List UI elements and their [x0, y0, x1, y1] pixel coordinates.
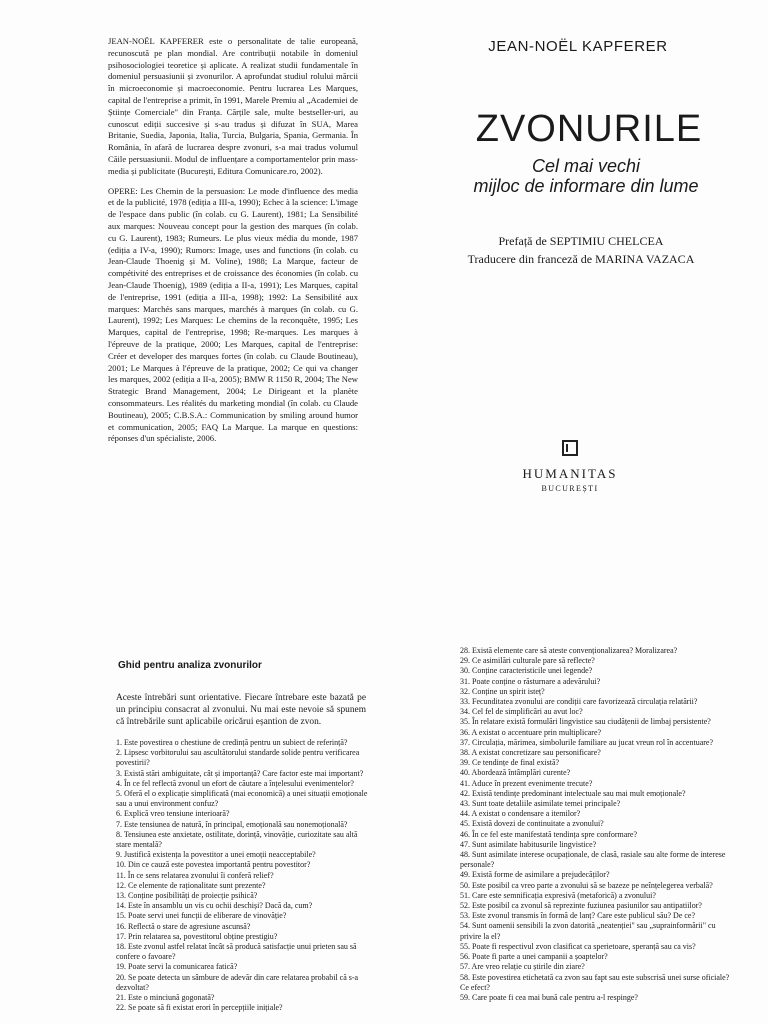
list-item: 5. Oferă el o explicație simplificată (mai economică) a unei situații emoționale sau a unui environment confuz? [116, 789, 368, 809]
subtitle-line-2: mijloc de informare din lume [473, 176, 699, 196]
list-item: 17. Prin relatarea sa, povestitorul obține prestigiu? [116, 931, 278, 941]
list-item: 57. Are vreo relație cu știrile din ziare? [460, 962, 585, 972]
list-item: 40. Abordează întâmplări curente? [460, 768, 571, 778]
preface-credit: Prefață de SEPTIMIU CHELCEA [498, 234, 664, 248]
list-item: 6. Explică vreo tensiune interioară? [116, 809, 230, 819]
author-name: JEAN-NOËL KAPFERER [488, 38, 668, 55]
list-item: 9. Justifică existența la povestitor a unei emoții neacceptabile? [116, 850, 316, 860]
guide-intro: Aceste întrebări sunt orientative. Fiecare întrebare este bazată pe un principiu consacrat al zvonului. Nu mai este nevoie să spunem că întrebările sunt aplicabile oricărui eșantion de zvon. [116, 693, 366, 727]
book-title: ZVONURILE [475, 108, 703, 150]
list-item: 2. Lipsesc vorbitorului sau ascultătorului standarde solide pentru verificarea povestirii? [116, 748, 360, 768]
book-credits [456, 232, 706, 268]
list-item: 22. Se poate să fi existat erori în percepțiile inițiale? [116, 1003, 283, 1013]
list-item: 29. Ce asimilări culturale pare să reflecte? [460, 656, 595, 666]
book-subtitle [456, 156, 716, 196]
list-item: 46. În ce fel este manifestată tendința spre conformare? [460, 829, 638, 839]
list-item: 51. Care este semnificația expresivă (metaforică) a zvonului? [460, 890, 656, 900]
list-item: 42. Există tendințe predominant intelectuale sau mai mult emoționale? [460, 788, 686, 798]
list-item: 56. Poate fi parte a unei campanii a șoaptelor? [460, 952, 608, 962]
list-item: 13. Conține posibilități de proiecție psihică? [116, 891, 258, 901]
list-item: 44. A existat o condensare a itemilor? [460, 809, 581, 819]
list-item: 8. Tensiunea este anxietate, ostilitate, dorință, vinovăție, curiozitate sau altă stare mentală? [116, 829, 358, 850]
list-item: 4. În ce fel reflectă zvonul un efort de căutare a înțelesului evenimentelor? [116, 778, 354, 788]
list-item: 36. A existat o accentuare prin multiplicare? [460, 727, 602, 737]
list-item: 50. Este posibil ca vreo parte a zvonului să se bazeze pe neînțelegerea verbală? [460, 880, 713, 890]
list-item: 21. Este o minciună gogonată? [116, 993, 215, 1003]
list-item: 47. Sunt asimilate habitusurile lingvistice? [460, 839, 597, 849]
guide-spread [0, 640, 768, 1024]
list-item: 32. Conține un spirit isteț? [460, 686, 545, 696]
translation-credit: Traducere din franceză de MARINA VAZACA [467, 252, 695, 266]
guide-title: Ghid pentru analiza zvonurilor [118, 660, 262, 671]
list-item: 54. Sunt oamenii sensibili la zvon datorită „neatenției" sau „suprainformării" cu privire la el? [460, 921, 716, 941]
list-item: 10. Din ce cauză este povestea importantă pentru povestitor? [116, 860, 311, 870]
list-item: 16. Reflectă o stare de agresiune ascunsă? [116, 921, 251, 931]
list-item: 48. Sunt asimilate interese ocupaționale, de clasă, rasiale sau alte forme de interese personale? [460, 850, 726, 870]
author-works-paragraph: OPERE: Les Chemin de la persuasion: Le mode d'influence des media et de la publicité, 1978 (ediția a III-a, 1990); Echec à la science: L'image de l'espace dans public (în colab. cu G. Laurent), 1981; La Sensibilité aux marques: Nouveau concept pour la gestion des marques (în colab. cu G. Laurent), 1983; Rumeurs. Le plus vieux média du monde, 1987 (ediția a IV-a, 1990); Rumors: Image, uses and functions (în colab. cu Jean-Claude Thoenig și M. Voline), 1988; La Marque, facteur de compétivité des entreprises et de croissance des économies (în colab. cu Jean-Claude Thoenig), 1989 (ediția a II-a, 1991); Les Marques, capital de l'entreprise, 1991 (ediția a III-a, 1998); 1992: La Sensibilité aux marques: Marchés sans marques, marchés à marques (în colab. cu G. Laurent), 1992; Les Marques: Le chemins de la reconquête, 1995; Les Marques, capital de l'entreprise, 1998; Re-marques. Les marques à l'épreuve de la pratique, 2000; Les Marques, capital de l'entreprise: Créer et developer des marques fortes (în colab. cu Claude Boutineau), 2001; Le Marques à l'épreuve de la pratique, 2002; Ce qui va changer les marques, 2002 (ediția a II-a, 2005); BMW R 1150 R, 2004; The New Strategic Brand Management, 2004; Le Dirigeant et la planète consommateurs. Les réalités du marketing mondial (în colab. cu Claude Boutineau), 2005; C.B.S.A.: Communication by smiling around humor et communication, 2005; FAQ La Marque. La marque en questions: réponses d'un spécialiste, 2006. [108, 185, 358, 444]
list-item: 49. Există forme de asimilare a prejudecăților? [460, 870, 610, 880]
list-item: 11. În ce sens relatarea zvonului îi conferă relief? [116, 870, 274, 880]
list-item: 7. Este tensiunea de natură, în principal, emoțională sau nonemoțională? [116, 819, 348, 829]
questions-list-left [116, 738, 372, 1013]
list-item: 12. Ce elemente de raționalitate sunt prezente? [116, 880, 266, 890]
publisher-city: BUCUREȘTI [541, 484, 599, 493]
list-item: 15. Poate servi unei funcții de eliberare de vinovăție? [116, 911, 287, 921]
subtitle-line-1: Cel mai vechi [531, 156, 641, 176]
list-item: 35. În relatare există formulări lingvistice sau ciudățenii de limbaj persistente? [460, 717, 711, 727]
list-item: 20. Se poate detecta un sâmbure de adevăr din care relatarea probabil că s-a dezvoltat? [116, 972, 359, 992]
list-item: 34. Cel fel de simplificări au avut loc? [460, 707, 583, 717]
list-item: 39. Ce tendințe de final există? [460, 758, 560, 768]
list-item: 38. A existat concretizare sau personificare? [460, 748, 601, 758]
list-item: 19. Poate servi la comunicarea fatică? [116, 962, 238, 972]
author-bio-paragraph: JEAN-NOËL KAPFERER este o personalitate de talie europeană, recunoscută pe plan mondial. Are contribuții notabile în domeniul psihosociologiei teoretice și aplicate. A realizat studii fundamentale în domeniul persuasiunii și zvonurilor. A aprofundat studiul rolului mărcii în microeconomie și macroeconomie. Pentru lucrarea Les Marques, capital de l'entreprise a primit, în 1991, Marele Premiu al „Academiei de Științe Comerciale" din Franța. Cărțile sale, multe bestseller-uri, au cunoscut ediții succesive și s-au tradus și difuzat în SUA, Marea Britanie, Suedia, Japonia, Italia, Turcia, Bulgaria, Spania, Germania. În România, în afară de lucrarea despre zvonuri, s-a mai tradus volumul Căile persuasiunii. Modul de influențare a comportamentelor prin mass-media și publicitate (București, Editura Comunicare.ro, 2002). [108, 36, 358, 176]
list-item: 28. Există elemente care să ateste convenționalizarea? Moralizarea? [460, 646, 678, 655]
list-item: 59. Care poate fi cea mai bună cale pentru a-l respinge? [460, 992, 638, 1002]
list-item: 53. Este zvonul transmis în formă de lanț? Care este publicul său? De ce? [460, 911, 696, 921]
list-item: 52. Este posibil ca zvonul să reprezinte fuziunea pasiunilor sau antipatiilor? [460, 901, 702, 911]
questions-list-right [460, 646, 730, 1003]
list-item: 43. Sunt toate detaliile asimilate temei principale? [460, 799, 621, 809]
list-item: 31. Poate conține o răsturnare a adevărului? [460, 676, 601, 686]
author-bio-column [108, 36, 358, 453]
list-item: 37. Circulația, mărimea, simbolurile familiare au jucat vreun rol în accentuare? [460, 737, 714, 747]
list-item: 41. Aduce în prezent evenimente trecute? [460, 778, 593, 788]
list-item: 14. Este în ansamblu un vis cu ochii deschiși? Dacă da, cum? [116, 901, 313, 911]
list-item: 30. Conține caracteristicile unei legende? [460, 666, 593, 676]
list-item: 18. Este zvonul astfel relatat încât să producă satisfacție unui prieten sau să confere o favoare? [116, 942, 357, 962]
list-item: 3. Există stări ambiguitate, cât și importanță? Care factor este mai important? [116, 768, 364, 778]
list-item: 45. Există dovezi de continuitate a zvonului? [460, 819, 604, 829]
publisher-logo-icon [562, 440, 578, 456]
list-item: 55. Poate fi respectivul zvon clasificat ca sperietoare, speranță sau ca vis? [460, 941, 696, 951]
list-item: 33. Fecunditatea zvonului are condiții care favorizează circulația relatării? [460, 697, 698, 707]
list-item: 58. Este povestirea etichetată ca zvon sau fapt sau este subscrisă unei surse oficiale? Ce efect? [460, 972, 730, 992]
list-item: 1. Este povestirea o chestiune de credință pentru un subiect de referință? [116, 738, 348, 747]
publisher-name: HUMANITAS [522, 466, 618, 481]
